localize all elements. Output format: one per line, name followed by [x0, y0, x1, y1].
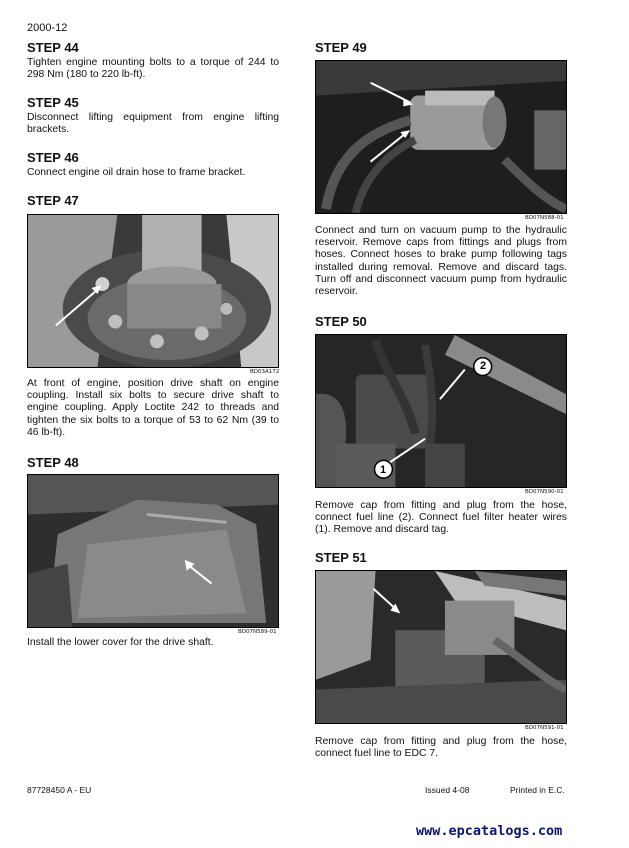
step-47-text: At front of engine, position drive shaft on engine coupling. Install six bolts to secure drive shaft to engine coupling. Apply Loctite 242 to threads and tighten the six bolts to a torque of 53 to 62 Nm (39 to 46 lb-ft). [27, 378, 279, 438]
step-48-photo [27, 474, 279, 628]
step-51-text: Remove cap from fitting and plug from the hose, connect fuel line to EDC 7. [315, 736, 567, 760]
step-47-image-code: BD03A172 [250, 369, 280, 375]
step-50-photo [315, 334, 567, 488]
issue-date: Issued 4-08 [425, 785, 470, 795]
section-number: 2000-12 [27, 22, 68, 34]
step-49-title: STEP 49 [315, 40, 367, 55]
step-49-photo [315, 60, 567, 214]
step-48-text: Install the lower cover for the drive shaft. [27, 637, 214, 648]
step-45-text: Disconnect lifting equipment from engine lifting brackets. [27, 112, 279, 136]
step-51-photo [315, 570, 567, 724]
step-46-title: STEP 46 [27, 150, 79, 165]
step-48-image-code: BD07N589-01 [238, 629, 277, 635]
step-50-text: Remove cap from fitting and plug from the hose, connect fuel line (2). Connect fuel filter heater wires (1). Remove and discard tag. [315, 500, 567, 536]
step-49-text: Connect and turn on vacuum pump to the hydraulic reservoir. Remove caps from fittings and plugs from hoses. Connect hoses to brake pump following tags installed during removal. Remove and discard tags. Turn off and disconnect vacuum pump from hydraulic reservoir. [315, 225, 567, 298]
watermark-link[interactable]: www.epcatalogs.com [416, 823, 563, 839]
step-51-title: STEP 51 [315, 550, 367, 565]
step-45-title: STEP 45 [27, 95, 79, 110]
step-47-title: STEP 47 [27, 193, 79, 208]
step-50-image-code: BD07N590-01 [525, 489, 564, 495]
step-44-title: STEP 44 [27, 40, 79, 55]
step-44-text: Tighten engine mounting bolts to a torque of 244 to 298 Nm (180 to 220 lb-ft). [27, 57, 279, 81]
step-50-title: STEP 50 [315, 314, 367, 329]
step-51-image-code: BD07N591-01 [525, 725, 564, 731]
step-49-image-code: BD07N588-01 [525, 215, 564, 221]
step-46-text: Connect engine oil drain hose to frame bracket. [27, 167, 246, 178]
printed-in: Printed in E.C. [510, 785, 565, 795]
step-47-photo [27, 214, 279, 368]
callout-1: 1 [380, 464, 387, 476]
step-48-title: STEP 48 [27, 455, 79, 470]
callout-2: 2 [480, 360, 487, 372]
part-number: 87728450 A - EU [27, 785, 92, 795]
